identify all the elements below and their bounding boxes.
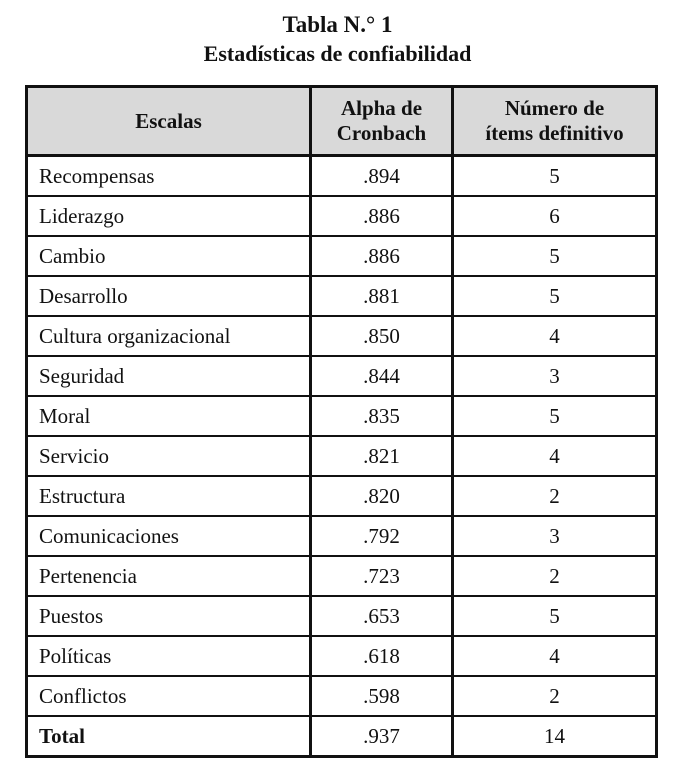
items-cell: 5: [453, 396, 657, 436]
scale-cell: Servicio: [27, 436, 311, 476]
alpha-cell: .881: [311, 276, 453, 316]
scale-cell: Conflictos: [27, 676, 311, 716]
table-row: [27, 276, 657, 316]
table-row: [27, 196, 657, 236]
scale-cell: Estructura: [27, 476, 311, 516]
header-items: [453, 87, 657, 156]
alpha-cell: .792: [311, 516, 453, 556]
alpha-cell: .850: [311, 316, 453, 356]
alpha-cell: .598: [311, 676, 453, 716]
table-row: [27, 516, 657, 556]
table-row: [27, 676, 657, 716]
total-alpha: .937: [311, 716, 453, 757]
items-cell: 2: [453, 556, 657, 596]
table-number: Tabla N.° 1: [282, 12, 393, 37]
alpha-cell: .886: [311, 236, 453, 276]
table-row: [27, 396, 657, 436]
alpha-cell: .844: [311, 356, 453, 396]
alpha-cell: .821: [311, 436, 453, 476]
items-cell: 3: [453, 516, 657, 556]
scale-cell: Desarrollo: [27, 276, 311, 316]
header-items-line1: Número de: [504, 96, 605, 120]
items-cell: 4: [453, 436, 657, 476]
table-row: [27, 556, 657, 596]
header-items-line2: ítems definitivo: [485, 121, 624, 145]
scale-cell: Puestos: [27, 596, 311, 636]
scale-cell: Cultura organizacional: [27, 316, 311, 356]
items-cell: 2: [453, 676, 657, 716]
alpha-cell: .618: [311, 636, 453, 676]
header-alpha-line1: Alpha de: [340, 96, 423, 120]
total-row: [27, 716, 657, 757]
alpha-cell: .653: [311, 596, 453, 636]
items-cell: 4: [453, 316, 657, 356]
table-row: [27, 356, 657, 396]
table-row: [27, 316, 657, 356]
table-title: Estadísticas de confiabilidad: [203, 41, 472, 66]
scale-cell: Recompensas: [27, 156, 311, 197]
items-cell: 5: [453, 156, 657, 197]
table-row: [27, 436, 657, 476]
header-scales: Escalas: [27, 87, 311, 156]
scale-cell: Seguridad: [27, 356, 311, 396]
items-cell: 6: [453, 196, 657, 236]
items-cell: 4: [453, 636, 657, 676]
reliability-table: [25, 85, 658, 758]
table-row: [27, 636, 657, 676]
scale-cell: Liderazgo: [27, 196, 311, 236]
total-items: 14: [453, 716, 657, 757]
header-row: [27, 87, 657, 156]
scale-cell: Comunicaciones: [27, 516, 311, 556]
items-cell: 5: [453, 596, 657, 636]
alpha-cell: .723: [311, 556, 453, 596]
table-row: [27, 236, 657, 276]
items-cell: 5: [453, 236, 657, 276]
scale-cell: Moral: [27, 396, 311, 436]
scale-cell: Pertenencia: [27, 556, 311, 596]
alpha-cell: .835: [311, 396, 453, 436]
alpha-cell: .886: [311, 196, 453, 236]
items-cell: 2: [453, 476, 657, 516]
table-row: [27, 156, 657, 197]
header-alpha: [311, 87, 453, 156]
alpha-cell: .894: [311, 156, 453, 197]
alpha-cell: .820: [311, 476, 453, 516]
items-cell: 5: [453, 276, 657, 316]
table-row: [27, 596, 657, 636]
scale-cell: Políticas: [27, 636, 311, 676]
header-alpha-line2: Cronbach: [336, 121, 427, 145]
items-cell: 3: [453, 356, 657, 396]
table-row: [27, 476, 657, 516]
total-label: Total: [27, 716, 311, 757]
scale-cell: Cambio: [27, 236, 311, 276]
